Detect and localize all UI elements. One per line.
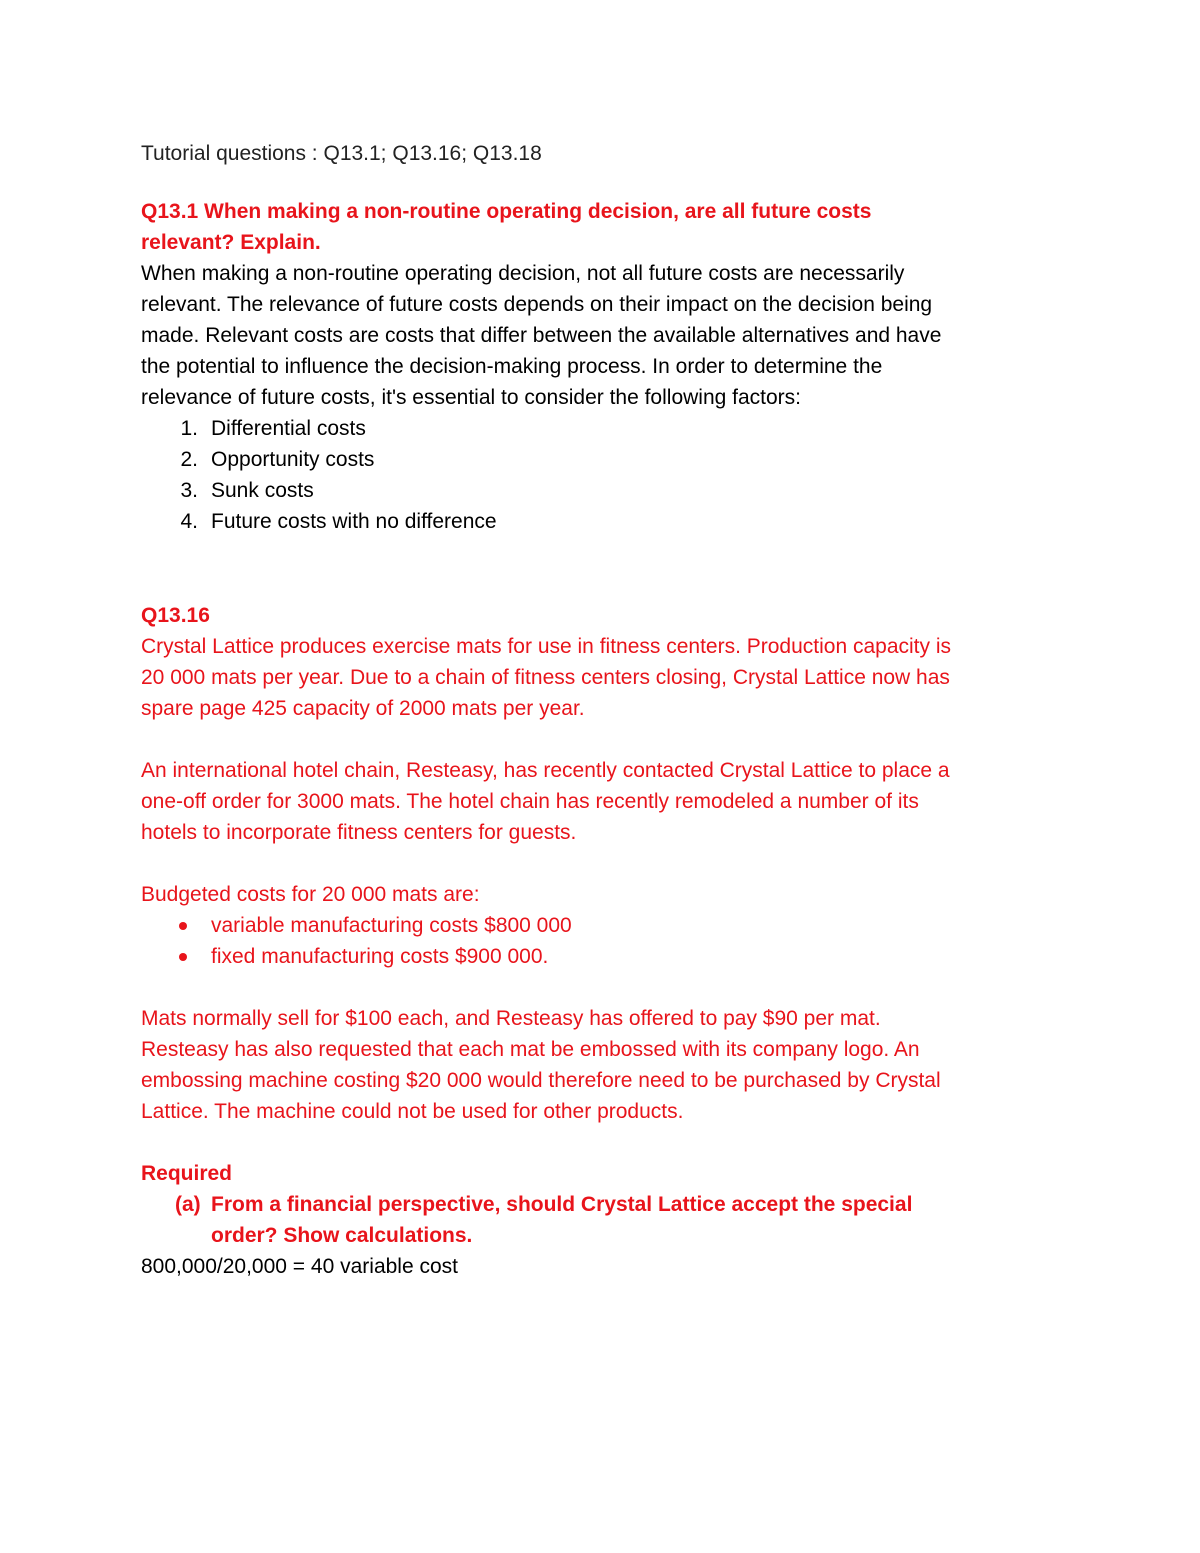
factor-text: Sunk costs — [211, 479, 314, 502]
q13-1-answer-line: the potential to influence the decision-making process. In order to determine the — [141, 355, 883, 378]
required-item-marker: (a) — [175, 1193, 201, 1216]
q13-16-para2-line: one-off order for 3000 mats. The hotel chain has recently remodeled a number of its — [141, 790, 919, 813]
q13-16-para1-line: spare page 425 capacity of 2000 mats per year. — [141, 697, 585, 720]
required-label: Required — [141, 1162, 233, 1185]
spacer — [141, 169, 1061, 196]
factor-item — [141, 475, 1061, 506]
required-item-line: From a financial perspective, should Crystal Lattice accept the special — [211, 1193, 913, 1216]
q13-16-para3-line: Mats normally sell for $100 each, and Resteasy has offered to pay $90 per mat. — [141, 1007, 881, 1030]
q13-1-answer-line: relevant. The relevance of future costs depends on their impact on the decision being — [141, 293, 933, 316]
factor-number: 1. — [180, 417, 198, 440]
required-item-line: order? Show calculations. — [211, 1224, 473, 1247]
q13-16-para3-line: Resteasy has also requested that each mat be embossed with its company logo. An — [141, 1038, 920, 1061]
calculation-line: 800,000/20,000 = 40 variable cost — [141, 1255, 458, 1278]
budget-item — [141, 941, 1061, 972]
budget-item-text: fixed manufacturing costs $900 000. — [211, 945, 549, 968]
q13-16-para1-line: 20 000 mats per year. Due to a chain of fitness centers closing, Crystal Lattice now has — [141, 666, 950, 689]
q13-16-para3-line: Lattice. The machine could not be used for other products. — [141, 1100, 684, 1123]
required-item-a — [141, 1189, 1061, 1251]
factor-text: Future costs with no difference — [211, 510, 497, 533]
bullet-icon — [179, 922, 187, 930]
q13-16-para1-line: Crystal Lattice produces exercise mats for use in fitness centers. Production capacity is — [141, 635, 952, 658]
factor-number: 3. — [180, 479, 198, 502]
spacer — [141, 1127, 1061, 1158]
spacer — [141, 848, 1061, 879]
spacer — [141, 724, 1061, 755]
budget-list — [141, 910, 1061, 972]
q13-16-para3-line: embossing machine costing $20 000 would therefore need to be purchased by Crystal — [141, 1069, 941, 1092]
budget-item — [141, 910, 1061, 941]
q13-1-heading-line-2: relevant? Explain. — [141, 231, 321, 254]
q13-16-para2-line: hotels to incorporate fitness centers for guests. — [141, 821, 577, 844]
q13-1-answer-line: made. Relevant costs are costs that differ between the available alternatives and have — [141, 324, 942, 347]
tutorial-questions-line: Tutorial questions : Q13.1; Q13.16; Q13.18 — [141, 142, 542, 165]
q13-1-heading-line-1: Q13.1 When making a non-routine operating decision, are all future costs — [141, 200, 872, 223]
factor-text: Opportunity costs — [211, 448, 375, 471]
spacer — [141, 972, 1061, 1003]
budget-item-text: variable manufacturing costs $800 000 — [211, 914, 572, 937]
q13-1-answer-line: When making a non-routine operating decision, not all future costs are necessarily — [141, 262, 905, 285]
q13-1-answer-line: relevance of future costs, it's essential to consider the following factors: — [141, 386, 802, 409]
factors-list — [141, 413, 1061, 537]
factor-text: Differential costs — [211, 417, 366, 440]
factor-number: 2. — [180, 448, 198, 471]
bullet-icon — [179, 953, 187, 961]
factor-item — [141, 413, 1061, 444]
factor-item — [141, 444, 1061, 475]
factor-item — [141, 506, 1061, 537]
factor-number: 4. — [180, 510, 198, 533]
document-page — [141, 138, 1061, 1282]
spacer — [141, 537, 1061, 600]
budget-intro: Budgeted costs for 20 000 mats are: — [141, 883, 480, 906]
q13-16-heading: Q13.16 — [141, 604, 210, 627]
q13-16-para2-line: An international hotel chain, Resteasy, has recently contacted Crystal Lattice to place a — [141, 759, 950, 782]
